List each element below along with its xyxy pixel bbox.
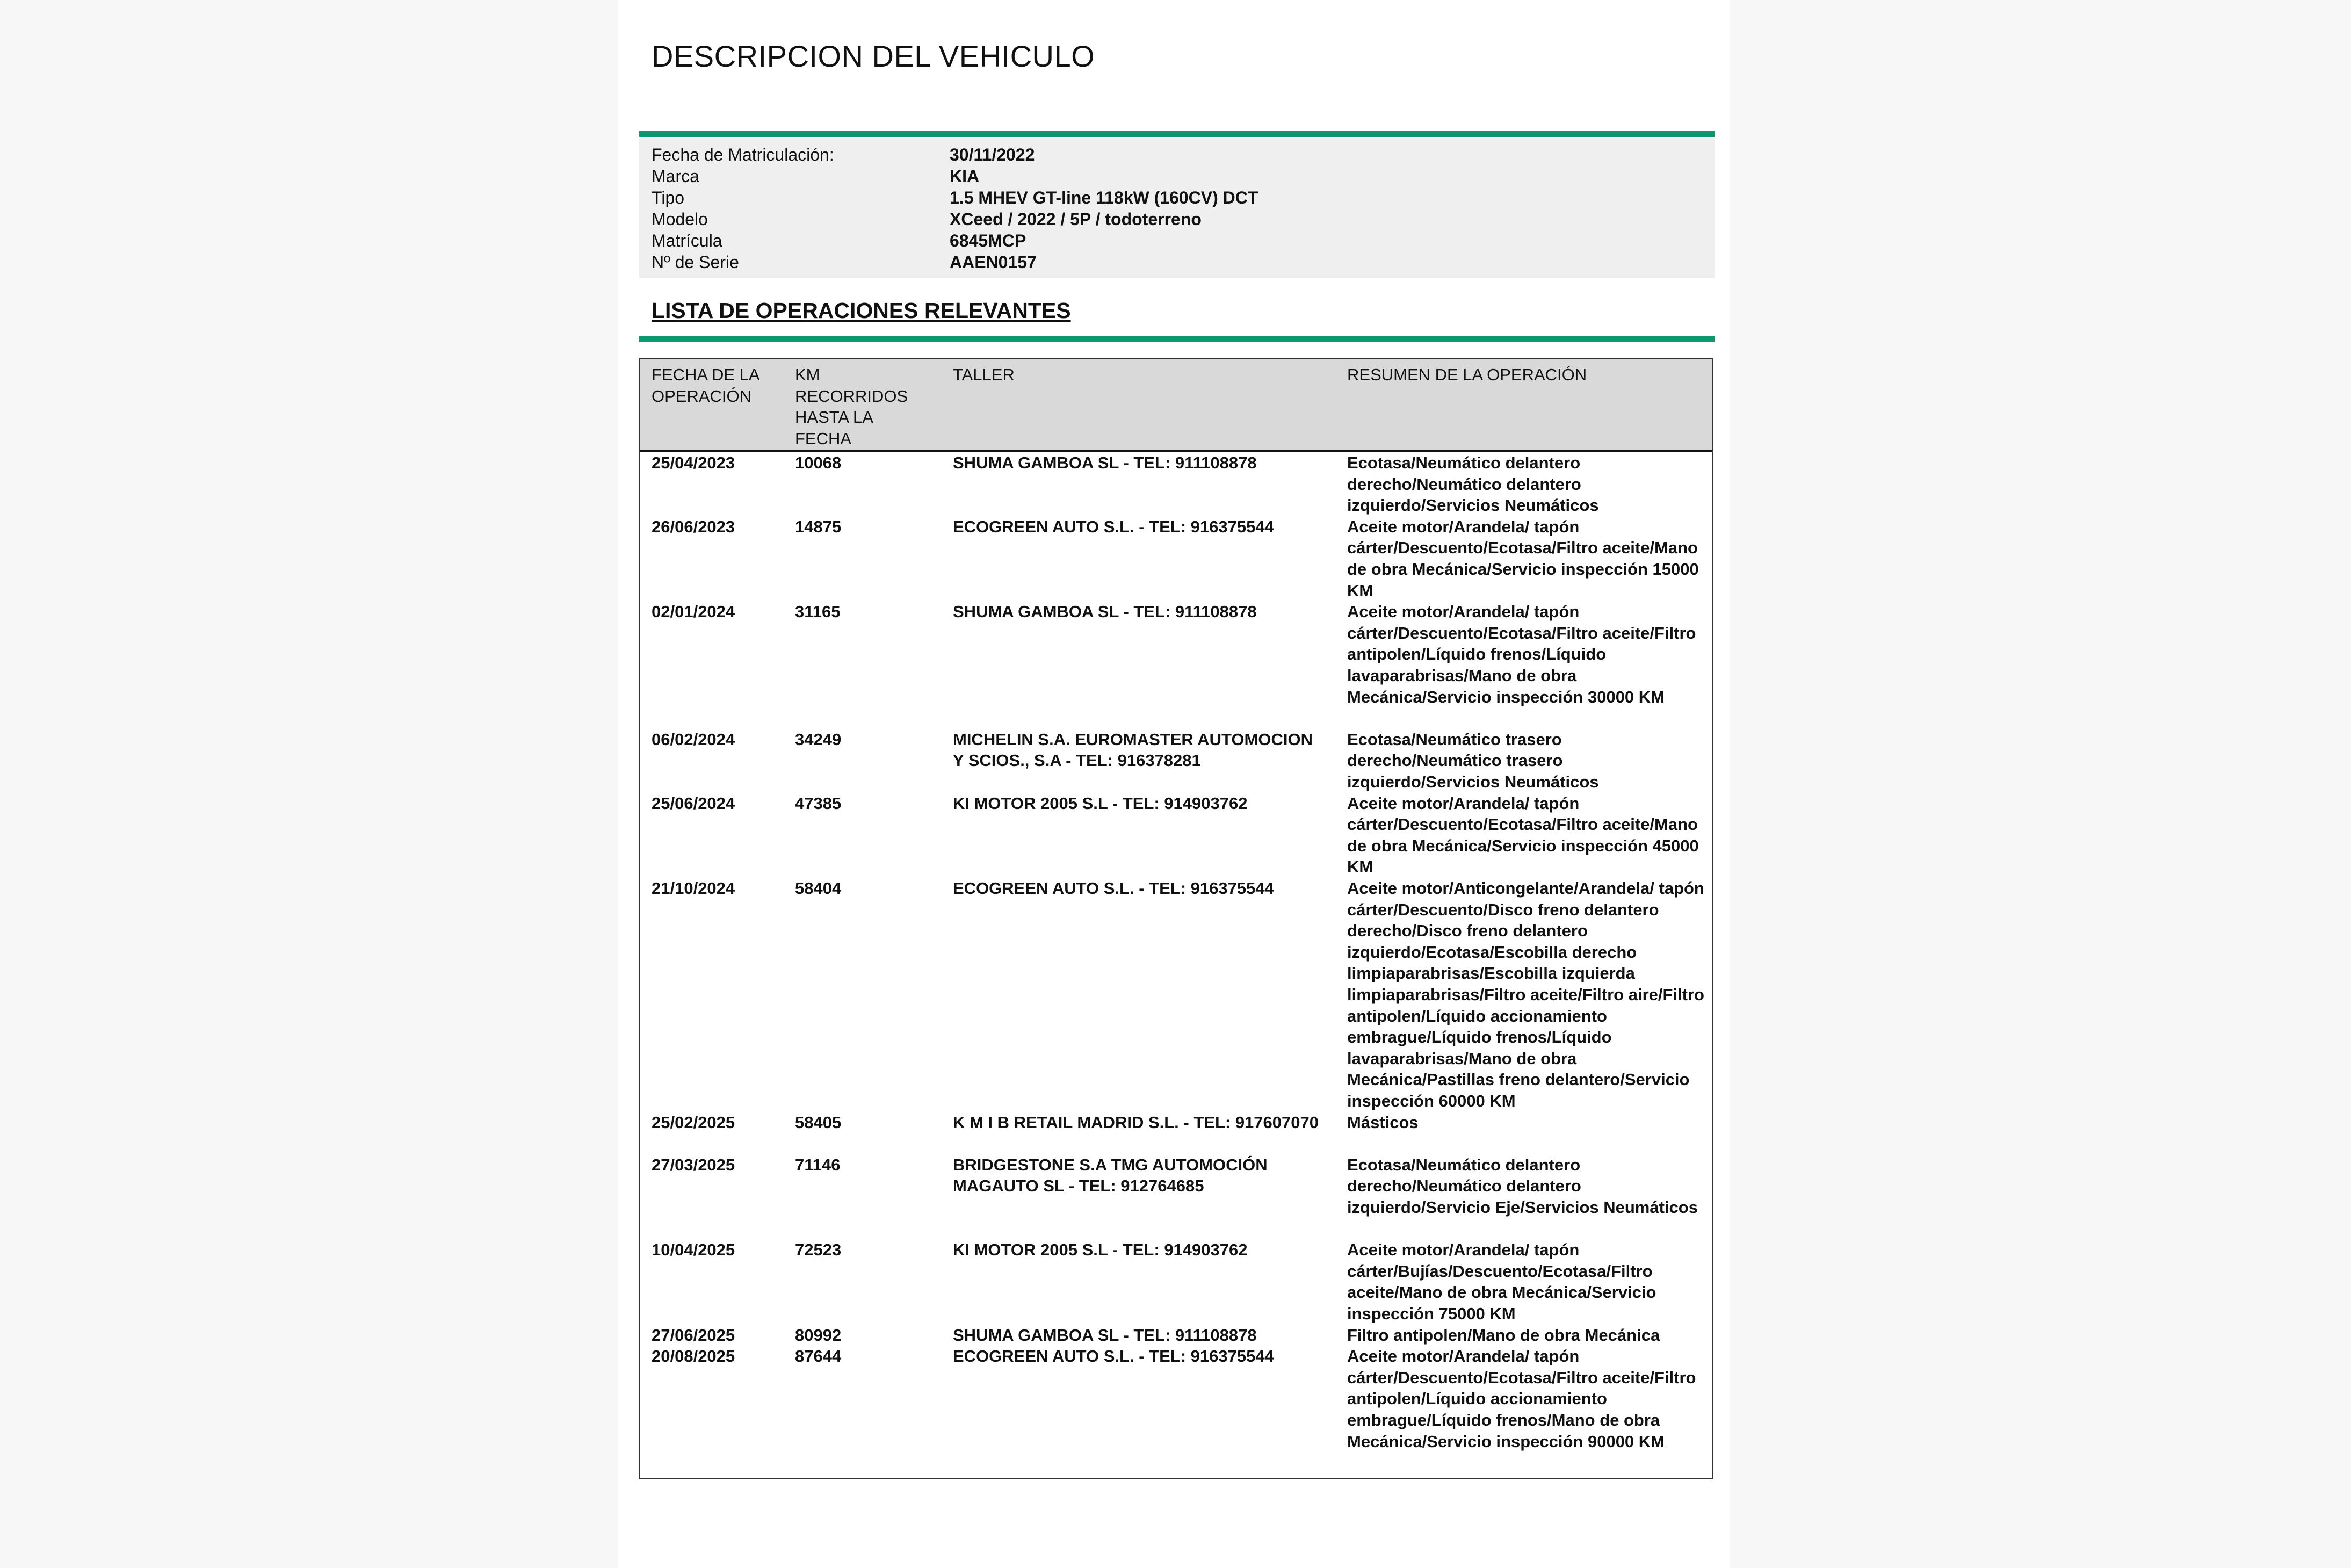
cell-resumen: Aceite motor/Anticongelante/Arandela/ tapón cárter/Descuento/Disco freno delantero derecho/Disco freno delantero izquierdo/Ecotasa/Escobilla derecho limpiaparabrisas/Escobilla izquierda limpiaparabrisas/Filtro aceite/Filtro aire/Filtro antipolen/Líquido accionamiento embrague/Líquido frenos/Líquido lavaparabrisas/Mano de obra Mecánica/Pastillas freno delantero/Servicio inspección 60000 KM (1347, 878, 1704, 1110)
info-label: Fecha de Matriculación: (652, 145, 834, 164)
info-value: XCeed / 2022 / 5P / todoterreno (950, 209, 1202, 229)
cell-resumen: Aceite motor/Arandela/ tapón cárter/Descuento/Ecotasa/Filtro aceite/Mano de obra Mecánica/Servicio inspección 45000 KM (1347, 793, 1699, 877)
cell-fecha: 25/04/2023 (652, 453, 735, 472)
cell-fecha: 27/03/2025 (652, 1155, 735, 1174)
page-title: DESCRIPCION DEL VEHICULO (652, 39, 1095, 73)
cell-fecha: 27/06/2025 (652, 1325, 735, 1345)
table-row (640, 1325, 1712, 1346)
table-row (640, 1112, 1712, 1154)
report-page (618, 0, 1730, 1568)
cell-km: 34249 (795, 729, 842, 749)
cell-taller: SHUMA GAMBOA SL - TEL: 911108878 (953, 602, 1257, 622)
info-label: Matrícula (652, 231, 722, 250)
info-label: Marca (652, 167, 699, 186)
table-row (640, 452, 1712, 516)
cell-resumen: Aceite motor/Arandela/ tapón cárter/Descuento/Ecotasa/Filtro aceite/Mano de obra Mecánica/Servicio inspección 15000 KM (1347, 517, 1699, 600)
cell-resumen: Aceite motor/Arandela/ tapón cárter/Bujías/Descuento/Ecotasa/Filtro aceite/Mano de obra Mecánica/Servicio inspección 75000 KM (1347, 1240, 1656, 1323)
cell-fecha: 10/04/2025 (652, 1240, 735, 1260)
table-row (640, 516, 1712, 601)
cell-taller: SHUMA GAMBOA SL - TEL: 911108878 (953, 1325, 1257, 1345)
cell-resumen: Aceite motor/Arandela/ tapón cárter/Descuento/Ecotasa/Filtro aceite/Filtro antipolen/Líquido accionamiento embrague/Líquido frenos/Mano de obra Mecánica/Servicio inspección 90000 KM (1347, 1347, 1696, 1451)
cell-fecha: 02/01/2024 (652, 602, 735, 622)
header-taller: TALLER (953, 365, 1015, 384)
cell-resumen: Filtro antipolen/Mano de obra Mecánica (1347, 1325, 1660, 1345)
info-value: 30/11/2022 (950, 145, 1035, 164)
cell-km: 14875 (795, 517, 842, 536)
cell-taller: SHUMA GAMBOA SL - TEL: 911108878 (953, 453, 1257, 472)
cell-km: 72523 (795, 1240, 842, 1260)
table-body (640, 452, 1712, 1473)
operations-table (639, 358, 1713, 1479)
cell-km: 58404 (795, 878, 842, 898)
info-label: Nº de Serie (652, 252, 739, 272)
info-label: Modelo (652, 209, 708, 229)
cell-fecha: 06/02/2024 (652, 729, 735, 749)
cell-km: 80992 (795, 1325, 842, 1345)
cell-resumen: Ecotasa/Neumático delantero derecho/Neumático delantero izquierdo/Servicios Neumáticos (1347, 453, 1599, 515)
header-resumen: RESUMEN DE LA OPERACIÓN (1347, 365, 1587, 384)
info-label: Tipo (652, 188, 685, 207)
table-row (640, 729, 1712, 793)
section-title: LISTA DE OPERACIONES RELEVANTES (652, 298, 1071, 323)
cell-km: 47385 (795, 793, 842, 813)
top-divider (639, 131, 1715, 137)
table-row (640, 601, 1712, 729)
cell-km: 58405 (795, 1112, 842, 1132)
table-row (640, 1346, 1712, 1473)
cell-fecha: 21/10/2024 (652, 878, 735, 898)
cell-taller: KI MOTOR 2005 S.L - TEL: 914903762 (953, 1240, 1248, 1260)
cell-fecha: 25/06/2024 (652, 793, 735, 813)
cell-resumen: Ecotasa/Neumático delantero derecho/Neumático delantero izquierdo/Servicio Eje/Servicios Neumáticos (1347, 1155, 1698, 1217)
cell-taller: ECOGREEN AUTO S.L. - TEL: 916375544 (953, 878, 1274, 898)
cell-taller: MICHELIN S.A. EUROMASTER AUTOMOCION Y SCIOS., S.A - TEL: 916378281 (953, 729, 1313, 770)
cell-taller: K M I B RETAIL MADRID S.L. - TEL: 917607070 (953, 1112, 1319, 1132)
cell-taller: ECOGREEN AUTO S.L. - TEL: 916375544 (953, 517, 1274, 536)
table-row (640, 878, 1712, 1112)
cell-resumen: Ecotasa/Neumático trasero derecho/Neumático trasero izquierdo/Servicios Neumáticos (1347, 729, 1599, 791)
table-header (640, 359, 1712, 452)
info-value: 1.5 MHEV GT-line 118kW (160CV) DCT (950, 188, 1258, 207)
cell-km: 10068 (795, 453, 842, 472)
info-value: KIA (950, 167, 980, 186)
cell-fecha: 26/06/2023 (652, 517, 735, 536)
table-row (640, 1239, 1712, 1324)
cell-km: 87644 (795, 1347, 842, 1366)
cell-taller: KI MOTOR 2005 S.L - TEL: 914903762 (953, 793, 1248, 813)
cell-resumen: Másticos (1347, 1112, 1419, 1132)
cell-fecha: 25/02/2025 (652, 1112, 735, 1132)
cell-fecha: 20/08/2025 (652, 1347, 735, 1366)
table-row (640, 793, 1712, 878)
header-km: KM RECORRIDOS HASTA LA FECHA (795, 365, 908, 448)
section-divider (639, 336, 1715, 342)
vehicle-info-panel (639, 138, 1715, 278)
cell-taller: BRIDGESTONE S.A TMG AUTOMOCIÓN MAGAUTO SL - TEL: 912764685 (953, 1155, 1268, 1196)
cell-km: 31165 (795, 602, 841, 622)
info-value: AAEN0157 (950, 252, 1037, 272)
info-value: 6845MCP (950, 231, 1026, 250)
cell-taller: ECOGREEN AUTO S.L. - TEL: 916375544 (953, 1347, 1274, 1366)
cell-resumen: Aceite motor/Arandela/ tapón cárter/Descuento/Ecotasa/Filtro aceite/Filtro antipolen/Líquido frenos/Líquido lavaparabrisas/Mano de obra Mecánica/Servicio inspección 30000 KM (1347, 602, 1696, 706)
header-fecha: FECHA DE LA OPERACIÓN (652, 365, 759, 406)
table-row (640, 1154, 1712, 1239)
cell-km: 71146 (795, 1155, 841, 1174)
